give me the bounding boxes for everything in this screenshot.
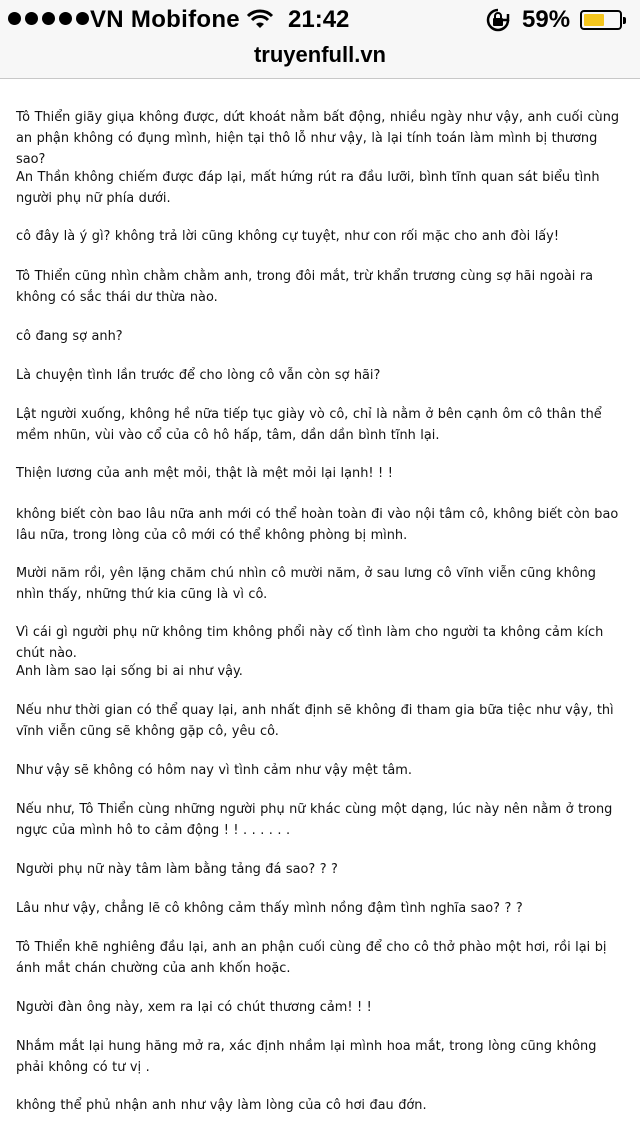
paragraph: Người phụ nữ này tâm làm bằng tảng đá sao? ? ? (16, 862, 338, 877)
paragraph: Là chuyện tình lần trước để cho lòng cô vẫn còn sợ hãi? (16, 368, 381, 383)
paragraph: Nhắm mắt lại hung hăng mở ra, xác định nhầm lại mình hoa mắt, trong lòng cũng không phải không có tư vị . (16, 1039, 597, 1075)
paragraph: Thiện lương của anh mệt mỏi, thật là mệt mỏi lại lạnh! ! ! (16, 466, 393, 481)
paragraph: Tô Thiển cũng nhìn chằm chằm anh, trong đôi mắt, trừ khẩn trương cùng sợ hãi ngoài ra không có sắc thái dư thừa nào. (16, 269, 594, 305)
paragraph: không thể phủ nhận anh như vậy làm lòng của cô hơi đau đớn. (16, 1098, 427, 1113)
rotation-lock-icon (485, 8, 511, 39)
battery-icon (580, 10, 622, 30)
paragraph: An Thần không chiếm được đáp lại, mất hứng rút ra đầu lưỡi, bình tĩnh quan sát biểu tình người phụ nữ phía dưới. (16, 170, 600, 206)
wifi-icon (246, 8, 274, 37)
battery-fill (584, 14, 604, 26)
browser-top-bar (0, 0, 640, 79)
paragraph: Như vậy sẽ không có hôm nay vì tình cảm như vậy mệt tâm. (16, 763, 412, 778)
paragraph: Nếu như, Tô Thiển cùng những người phụ nữ khác cùng một dạng, lúc này nên nằm ở trong ngực của mình hô to cảm động ! ! . . . . . . (16, 802, 613, 838)
signal-dots-icon (8, 12, 89, 25)
paragraph: Vì cái gì người phụ nữ không tim không phổi này cố tình làm cho người ta không cảm kích chút nào. (16, 625, 604, 661)
paragraph: Mười năm rồi, yên lặng chăm chú nhìn cô mười năm, ở sau lưng cô vĩnh viễn cũng không nhìn thấy, những thứ kia cũng là vì cô. (16, 566, 596, 602)
paragraph: Tô Thiển khẽ nghiêng đầu lại, anh an phận cuối cùng để cho cô thở phào một hơi, rồi lại bị ánh mắt chán chường của anh khốn hoặc. (16, 940, 607, 976)
paragraph: Anh làm sao lại sống bi ai như vậy. (16, 664, 243, 679)
chapter-content[interactable] (0, 79, 640, 1136)
paragraph: Người đàn ông này, xem ra lại có chút thương cảm! ! ! (16, 1000, 372, 1015)
paragraph: không biết còn bao lâu nữa anh mới có thể hoàn toàn đi vào nội tâm cô, không biết còn bao lâu nữa, trong lòng của cô mới có thể không phòng bị mình. (16, 507, 619, 543)
paragraph: Nếu như thời gian có thể quay lại, anh nhất định sẽ không đi tham gia bữa tiệc như vậy, thì vĩnh viễn cũng sẽ không gặp cô, yêu cô. (16, 703, 614, 739)
paragraph: Lâu như vậy, chẳng lẽ cô không cảm thấy mình nồng đậm tình nghĩa sao? ? ? (16, 901, 523, 916)
battery-percent: 59% (522, 6, 571, 33)
status-bar (0, 6, 640, 36)
clock-time: 21:42 (288, 6, 350, 33)
paragraph: Lật người xuống, không hề nữa tiếp tục giày vò cô, chỉ là nằm ở bên cạnh ôm cô thân thể mềm nhũn, vùi vào cổ của cô hô hấp, tâm, dần dần bình tĩnh lại. (16, 407, 602, 443)
paragraph: cô đang sợ anh? (16, 329, 123, 344)
carrier-name: VN Mobifone (90, 6, 240, 33)
paragraph: Tô Thiển giãy giụa không được, dứt khoát nằm bất động, nhiều ngày như vậy, anh cuối cùng an phận không có đụng mình, hiện tại thô lỗ như vậy, là lại tính toán làm mình bị thương sao? (16, 110, 620, 167)
paragraph: cô đây là ý gì? không trả lời cũng không cự tuyệt, như con rối mặc cho anh đòi lấy! (16, 229, 559, 244)
address-bar-url[interactable]: truyenfull.vn (253, 42, 386, 67)
